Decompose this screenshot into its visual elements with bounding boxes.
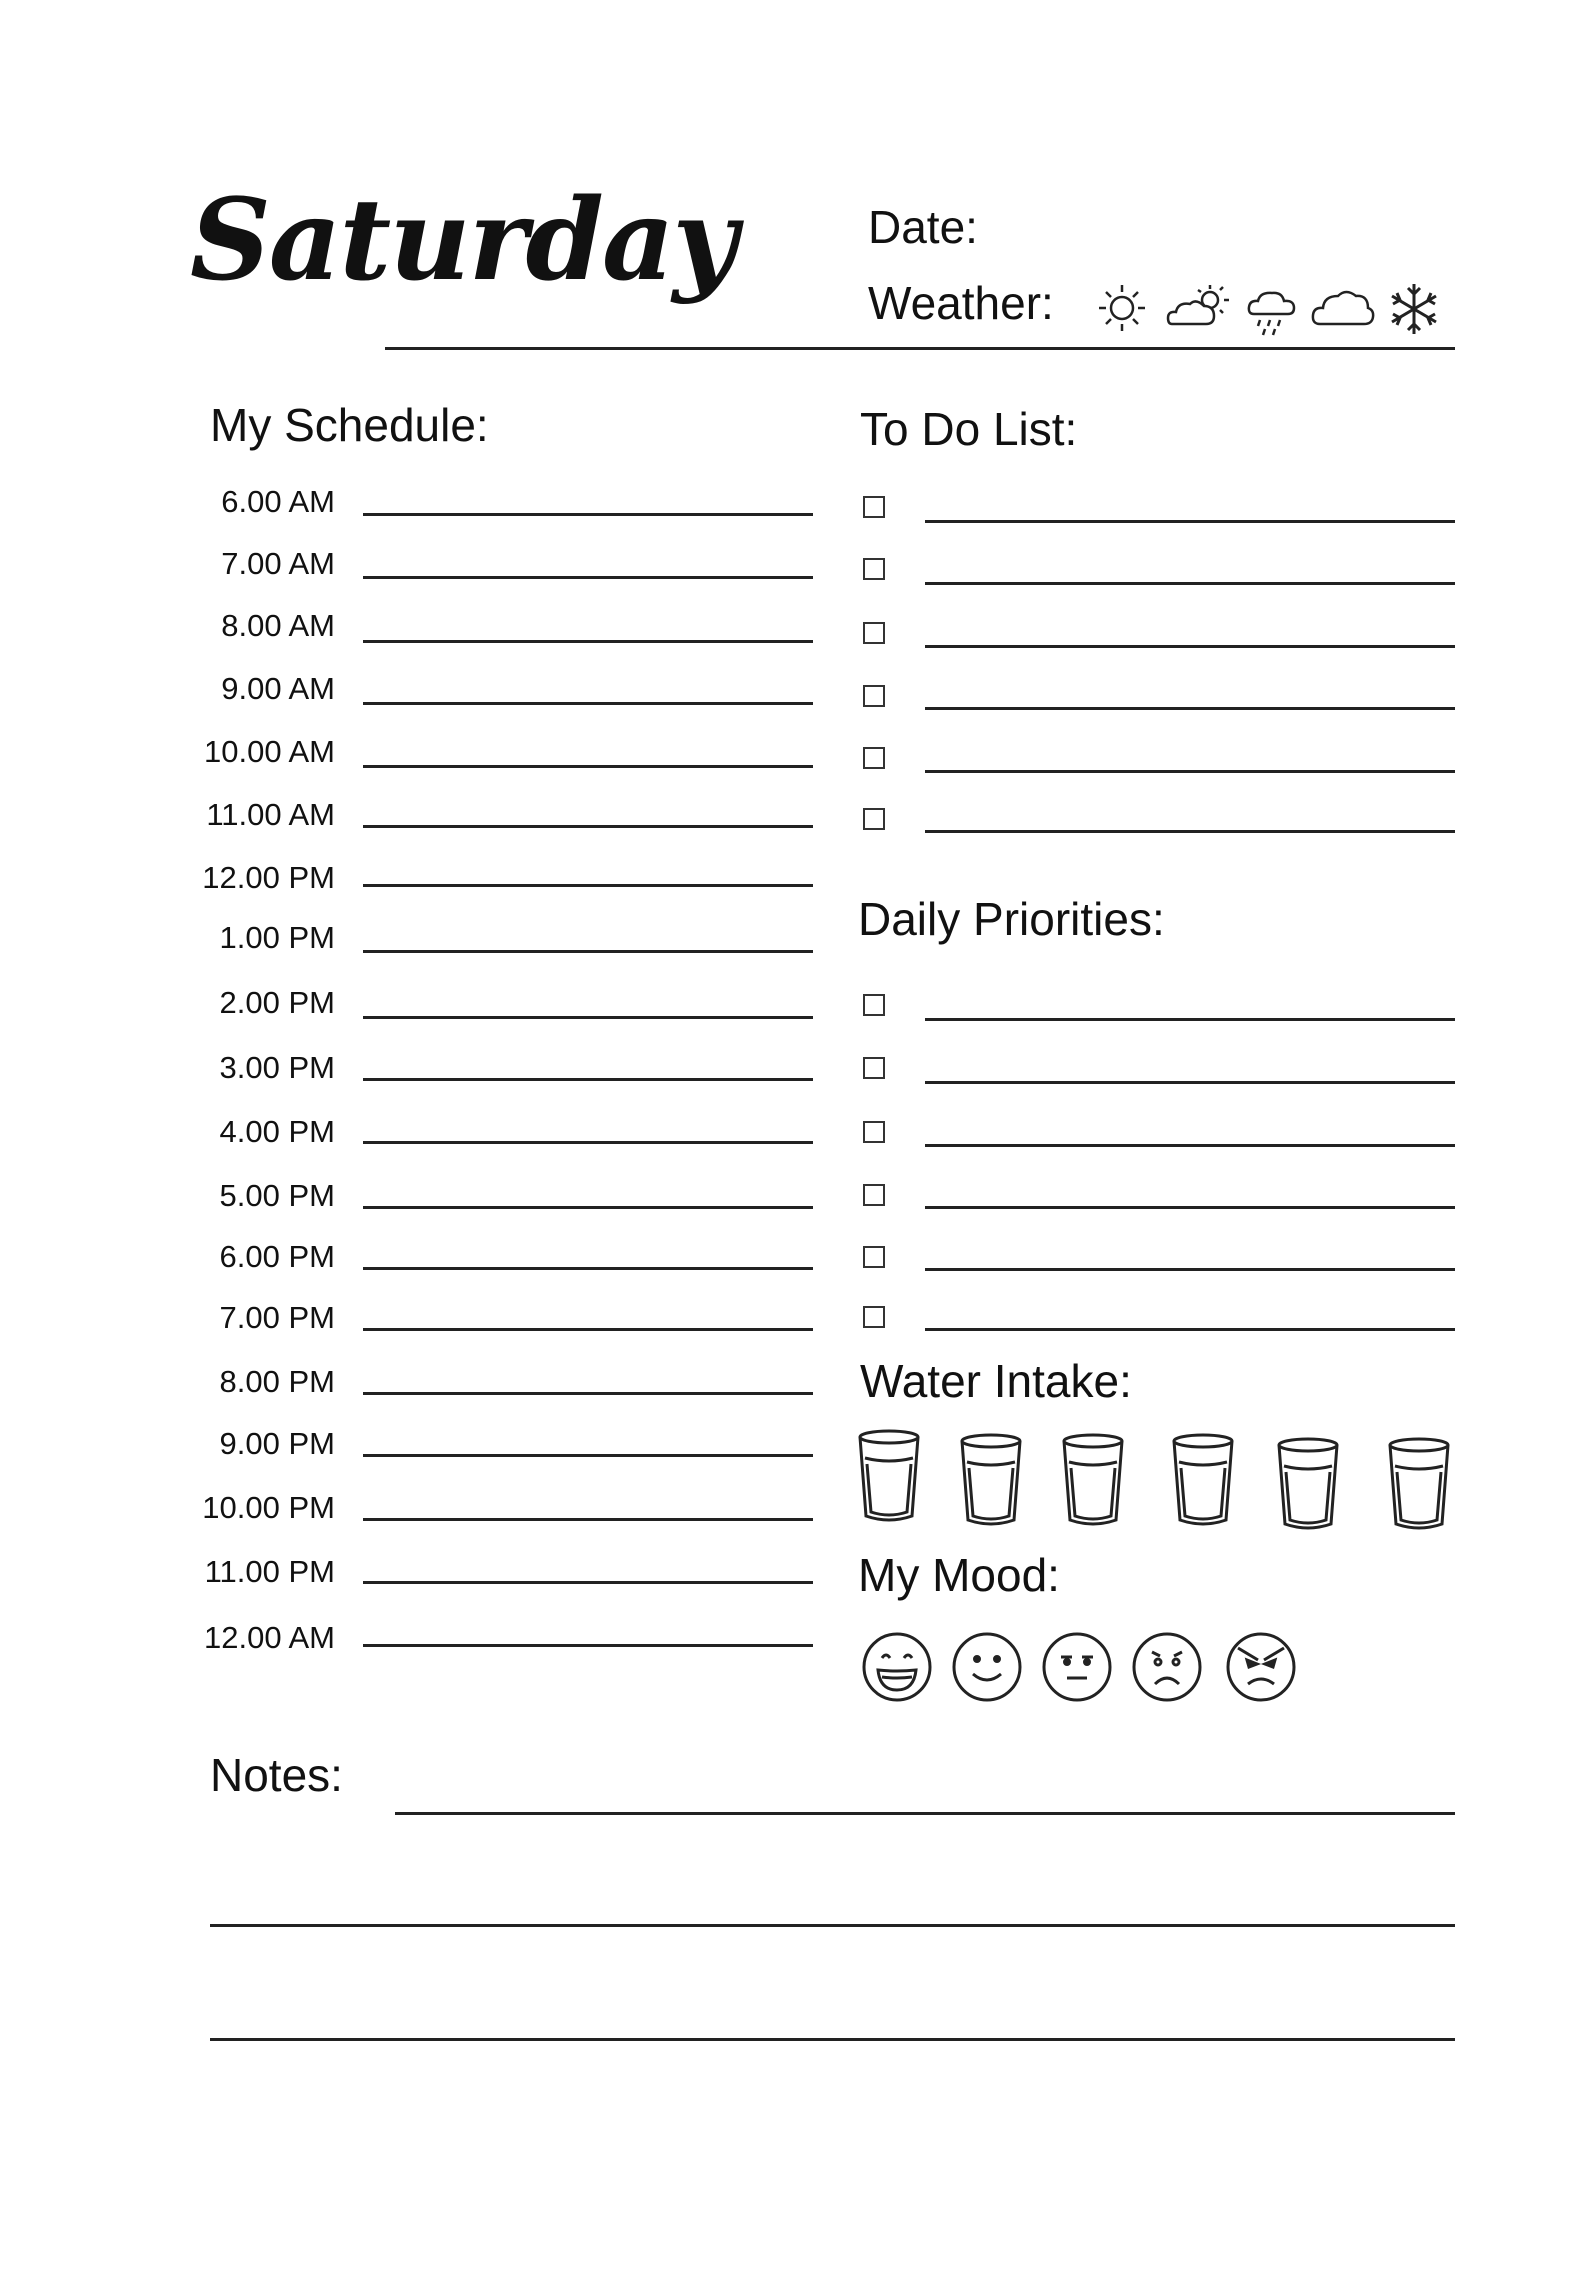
- todo-checkbox[interactable]: [863, 685, 885, 707]
- priority-line[interactable]: [925, 1144, 1455, 1147]
- time-label: 3.00 PM: [219, 1050, 335, 1085]
- priority-line[interactable]: [925, 1206, 1455, 1209]
- time-label: 9.00 PM: [219, 1426, 335, 1461]
- time-label: 10.00 PM: [202, 1490, 335, 1525]
- schedule-title: My Schedule:: [210, 399, 489, 451]
- todo-checkbox[interactable]: [863, 747, 885, 769]
- smiling-face-icon[interactable]: [950, 1630, 1024, 1704]
- schedule-line[interactable]: [363, 1328, 813, 1331]
- time-label: 6.00 PM: [219, 1239, 335, 1274]
- rain-icon[interactable]: [1246, 284, 1298, 338]
- priority-checkbox[interactable]: [863, 994, 885, 1016]
- time-label: 8.00 PM: [219, 1364, 335, 1399]
- priority-line[interactable]: [925, 1268, 1455, 1271]
- priority-checkbox[interactable]: [863, 1057, 885, 1079]
- time-label: 8.00 AM: [221, 608, 335, 643]
- schedule-line[interactable]: [363, 1078, 813, 1081]
- time-label: 6.00 AM: [221, 484, 335, 519]
- schedule-line[interactable]: [363, 765, 813, 768]
- notes-line[interactable]: [395, 1812, 1455, 1815]
- water-glass-icon[interactable]: [958, 1432, 1024, 1528]
- notes-line[interactable]: [210, 2038, 1455, 2041]
- time-label: 11.00 AM: [206, 797, 335, 832]
- schedule-line[interactable]: [363, 1581, 813, 1584]
- schedule-line[interactable]: [363, 576, 813, 579]
- header-rule: [385, 347, 1455, 350]
- todo-line[interactable]: [925, 645, 1455, 648]
- partly-cloudy-icon[interactable]: [1166, 282, 1232, 334]
- priority-checkbox[interactable]: [863, 1246, 885, 1268]
- day-title: Saturday: [190, 175, 736, 306]
- water-glass-icon[interactable]: [1170, 1432, 1236, 1528]
- time-label: 7.00 AM: [221, 546, 335, 581]
- todo-checkbox[interactable]: [863, 622, 885, 644]
- todo-title: To Do List:: [860, 403, 1078, 455]
- sun-icon[interactable]: [1096, 282, 1148, 334]
- time-label: 11.00 PM: [204, 1554, 335, 1589]
- water-glass-icon[interactable]: [1275, 1436, 1341, 1532]
- time-label: 7.00 PM: [219, 1300, 335, 1335]
- schedule-line[interactable]: [363, 1267, 813, 1270]
- priority-line[interactable]: [925, 1081, 1455, 1084]
- priority-line[interactable]: [925, 1018, 1455, 1021]
- schedule-line[interactable]: [363, 1016, 813, 1019]
- neutral-face-icon[interactable]: [1040, 1630, 1114, 1704]
- todo-checkbox[interactable]: [863, 496, 885, 518]
- weather-label: Weather:: [868, 277, 1054, 329]
- time-label: 9.00 AM: [221, 671, 335, 706]
- time-label: 5.00 PM: [219, 1178, 335, 1213]
- todo-line[interactable]: [925, 770, 1455, 773]
- schedule-line[interactable]: [363, 884, 813, 887]
- priority-checkbox[interactable]: [863, 1184, 885, 1206]
- priorities-title: Daily Priorities:: [858, 893, 1165, 945]
- schedule-line[interactable]: [363, 1392, 813, 1395]
- notes-line[interactable]: [210, 1924, 1455, 1927]
- water-glass-icon[interactable]: [1060, 1432, 1126, 1528]
- todo-line[interactable]: [925, 582, 1455, 585]
- sad-face-icon[interactable]: [1130, 1630, 1204, 1704]
- todo-line[interactable]: [925, 707, 1455, 710]
- priority-line[interactable]: [925, 1328, 1455, 1331]
- notes-title: Notes:: [210, 1749, 343, 1801]
- mood-title: My Mood:: [858, 1549, 1060, 1601]
- todo-line[interactable]: [925, 520, 1455, 523]
- schedule-line[interactable]: [363, 1141, 813, 1144]
- time-label: 1.00 PM: [219, 920, 335, 955]
- water-glass-icon[interactable]: [1386, 1436, 1452, 1532]
- water-title: Water Intake:: [860, 1355, 1132, 1407]
- time-label: 2.00 PM: [219, 985, 335, 1020]
- snowflake-icon[interactable]: [1386, 280, 1442, 338]
- schedule-line[interactable]: [363, 825, 813, 828]
- schedule-line[interactable]: [363, 702, 813, 705]
- schedule-line[interactable]: [363, 513, 813, 516]
- schedule-line[interactable]: [363, 640, 813, 643]
- schedule-line[interactable]: [363, 950, 813, 953]
- time-label: 4.00 PM: [219, 1114, 335, 1149]
- schedule-line[interactable]: [363, 1206, 813, 1209]
- time-label: 10.00 AM: [204, 734, 335, 769]
- cloud-icon[interactable]: [1310, 284, 1376, 332]
- angry-face-icon[interactable]: [1224, 1630, 1298, 1704]
- water-glass-icon[interactable]: [856, 1428, 922, 1524]
- time-label: 12.00 AM: [204, 1620, 335, 1655]
- date-label: Date:: [868, 201, 978, 253]
- priority-checkbox[interactable]: [863, 1121, 885, 1143]
- schedule-line[interactable]: [363, 1454, 813, 1457]
- todo-checkbox[interactable]: [863, 808, 885, 830]
- todo-checkbox[interactable]: [863, 558, 885, 580]
- schedule-line[interactable]: [363, 1518, 813, 1521]
- todo-line[interactable]: [925, 830, 1455, 833]
- laughing-face-icon[interactable]: [860, 1630, 934, 1704]
- time-label: 12.00 PM: [202, 860, 335, 895]
- priority-checkbox[interactable]: [863, 1306, 885, 1328]
- schedule-line[interactable]: [363, 1644, 813, 1647]
